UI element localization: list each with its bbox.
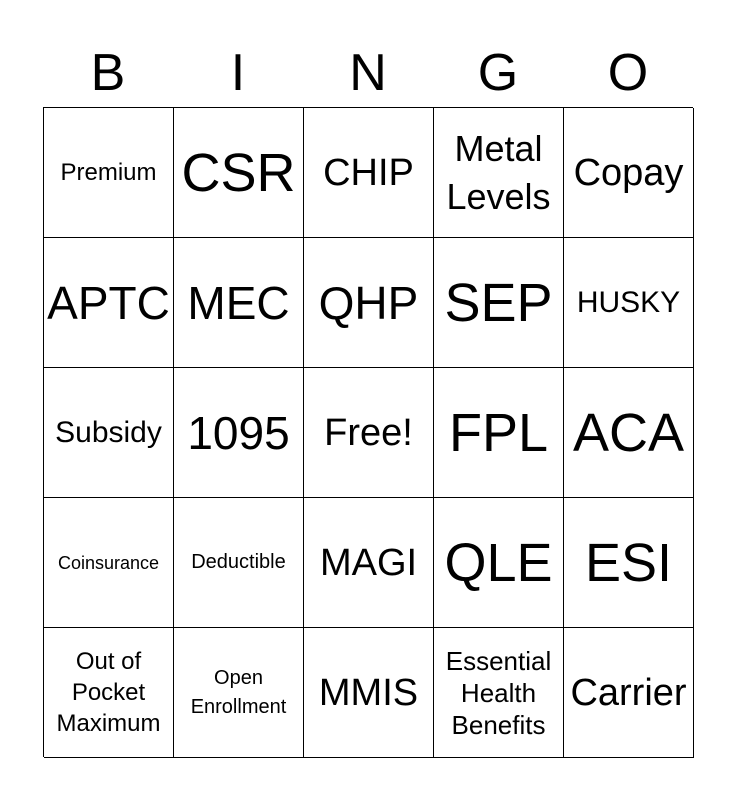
cell-label: Free! [324,411,413,454]
cell-label: Copay [573,151,684,194]
header-letter-b: B [90,44,126,102]
cell-label: FPL [448,402,549,463]
cell-label: ESI [584,532,673,593]
header-letter-g: G [477,44,519,102]
cell-label: Essential Health Benefits [445,645,552,740]
cell-label: APTC [47,276,170,329]
bingo-cell[interactable] [44,108,174,238]
cell-label: ACA [572,402,685,463]
cell-label: Out of Pocket Maximum [56,648,161,737]
bingo-cell[interactable] [434,238,564,368]
bingo-cell[interactable] [304,628,434,758]
cell-label: QHP [318,276,419,329]
bingo-cell[interactable] [564,238,694,368]
bingo-cell[interactable] [304,108,434,238]
bingo-cell[interactable] [174,238,304,368]
cell-label: Carrier [570,671,687,714]
bingo-cell[interactable] [44,628,174,758]
bingo-board [43,107,693,757]
bingo-cell[interactable] [44,238,174,368]
cell-label: Subsidy [55,415,162,449]
bingo-cell[interactable] [434,628,564,758]
cell-label: SEP [444,272,553,333]
bingo-cell[interactable] [304,238,434,368]
bingo-cell[interactable] [564,498,694,628]
cell-label: CHIP [323,151,414,194]
bingo-cell[interactable] [564,628,694,758]
cell-label: Deductible [191,551,286,573]
cell-label: CSR [181,142,296,203]
bingo-cell[interactable] [564,108,694,238]
cell-label: QLE [444,532,553,593]
bingo-cell[interactable] [174,368,304,498]
cell-label: MEC [187,276,290,329]
header-letter-o: O [607,44,649,102]
cell-label: Metal Levels [446,127,551,217]
bingo-cell[interactable] [174,498,304,628]
bingo-cell[interactable] [434,368,564,498]
cell-label: Coinsurance [57,552,160,573]
cell-label: MAGI [319,541,418,584]
cell-label: MMIS [318,671,419,714]
header-letter-n: N [349,44,387,102]
header-letter-i: I [230,44,246,102]
bingo-cell[interactable] [564,368,694,498]
bingo-cell[interactable] [44,368,174,498]
cell-label: Open Enrollment [190,666,287,718]
bingo-header [43,40,693,106]
bingo-cell[interactable] [304,368,434,498]
cell-label: 1095 [187,406,290,459]
bingo-cell[interactable] [434,498,564,628]
bingo-cell[interactable] [304,498,434,628]
bingo-cell[interactable] [174,628,304,758]
bingo-cell[interactable] [434,108,564,238]
cell-label: Premium [60,159,157,186]
bingo-cell[interactable] [44,498,174,628]
cell-label: HUSKY [576,285,681,319]
bingo-cell[interactable] [174,108,304,238]
